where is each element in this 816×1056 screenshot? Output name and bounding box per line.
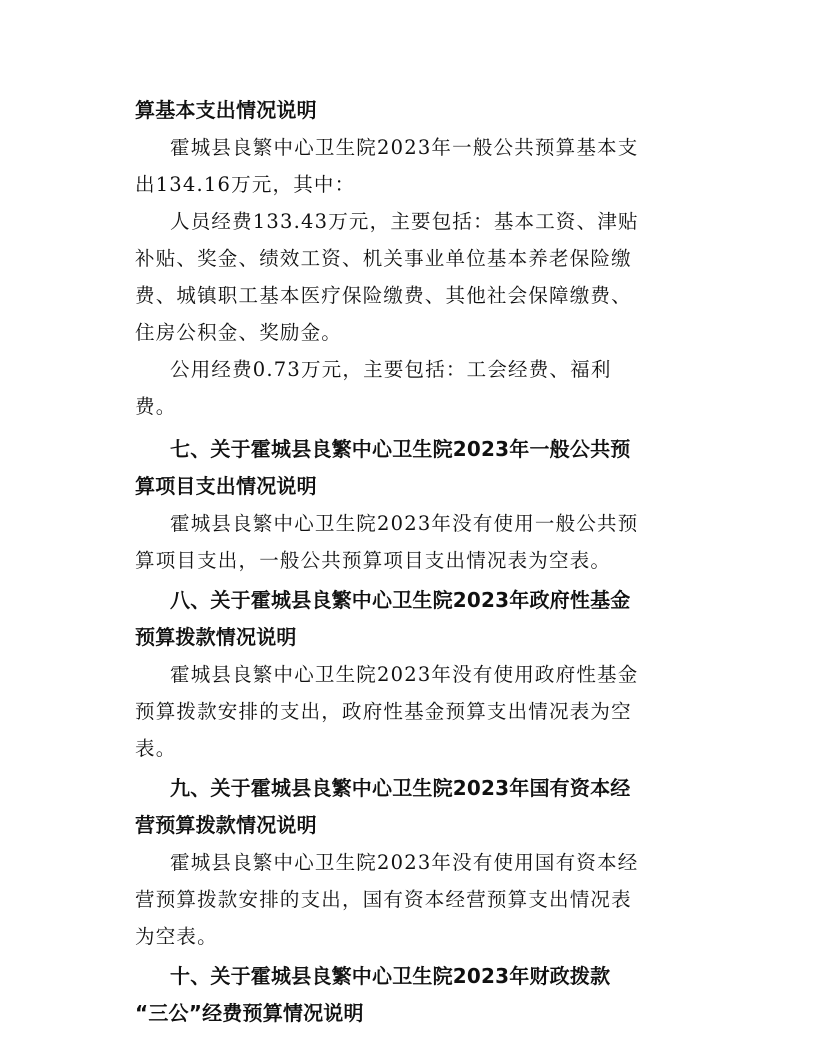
section-10-heading-line-1: 十、关于霍城县良繁中心卫生院2023年财政拨款 [170, 964, 611, 988]
section-7-para-line-2: 算项目支出，一般公共预算项目支出情况表为空表。 [135, 549, 612, 572]
section-6-para-3-line-1: 公用经费0.73万元，主要包括：工会经费、福利 [170, 358, 612, 381]
section-9-para-line-2: 营预算拨款安排的支出，国有资本经营预算支出情况表 [135, 888, 632, 911]
section-8-heading-line-1: 八、关于霍城县良繁中心卫生院2023年政府性基金 [170, 588, 631, 612]
section-8-para-line-3: 表。 [135, 737, 177, 760]
section-6-para-3-line-2: 费。 [135, 395, 177, 418]
section-8-para-line-1: 霍城县良繁中心卫生院2023年没有使用政府性基金 [170, 663, 639, 686]
section-10-heading-line-2: “三公”经费预算情况说明 [135, 1001, 364, 1025]
section-7-heading-line-2: 算项目支出情况说明 [135, 474, 317, 498]
section-8-para-line-2: 预算拨款安排的支出，政府性基金预算支出情况表为空 [135, 700, 632, 723]
section-6-para-2-line-3: 费、城镇职工基本医疗保险缴费、其他社会保障缴费、 [135, 284, 632, 307]
document-page [135, 92, 685, 1032]
section-6-para-2-line-4: 住房公积金、奖励金。 [135, 321, 343, 344]
section-7-heading-line-1: 七、关于霍城县良繁中心卫生院2023年一般公共预 [170, 437, 631, 461]
section-9-para-line-1: 霍城县良繁中心卫生院2023年没有使用国有资本经 [170, 851, 639, 874]
section-9-para-line-3: 为空表。 [135, 925, 218, 948]
section-6-heading-end: 算基本支出情况说明 [135, 98, 317, 122]
section-8-heading-line-2: 预算拨款情况说明 [135, 625, 297, 649]
section-6-para-2-line-1: 人员经费133.43万元，主要包括：基本工资、津贴 [170, 210, 639, 233]
section-6-para-2-line-2: 补贴、奖金、绩效工资、机关事业单位基本养老保险缴 [135, 247, 632, 270]
section-6-para-1-line-1: 霍城县良繁中心卫生院2023年一般公共预算基本支 [170, 136, 639, 159]
section-7-para-line-1: 霍城县良繁中心卫生院2023年没有使用一般公共预 [170, 512, 639, 535]
section-9-heading-line-2: 营预算拨款情况说明 [135, 813, 317, 837]
section-9-heading-line-1: 九、关于霍城县良繁中心卫生院2023年国有资本经 [170, 776, 631, 800]
section-6-para-1-line-2: 出134.16万元，其中： [135, 173, 356, 196]
